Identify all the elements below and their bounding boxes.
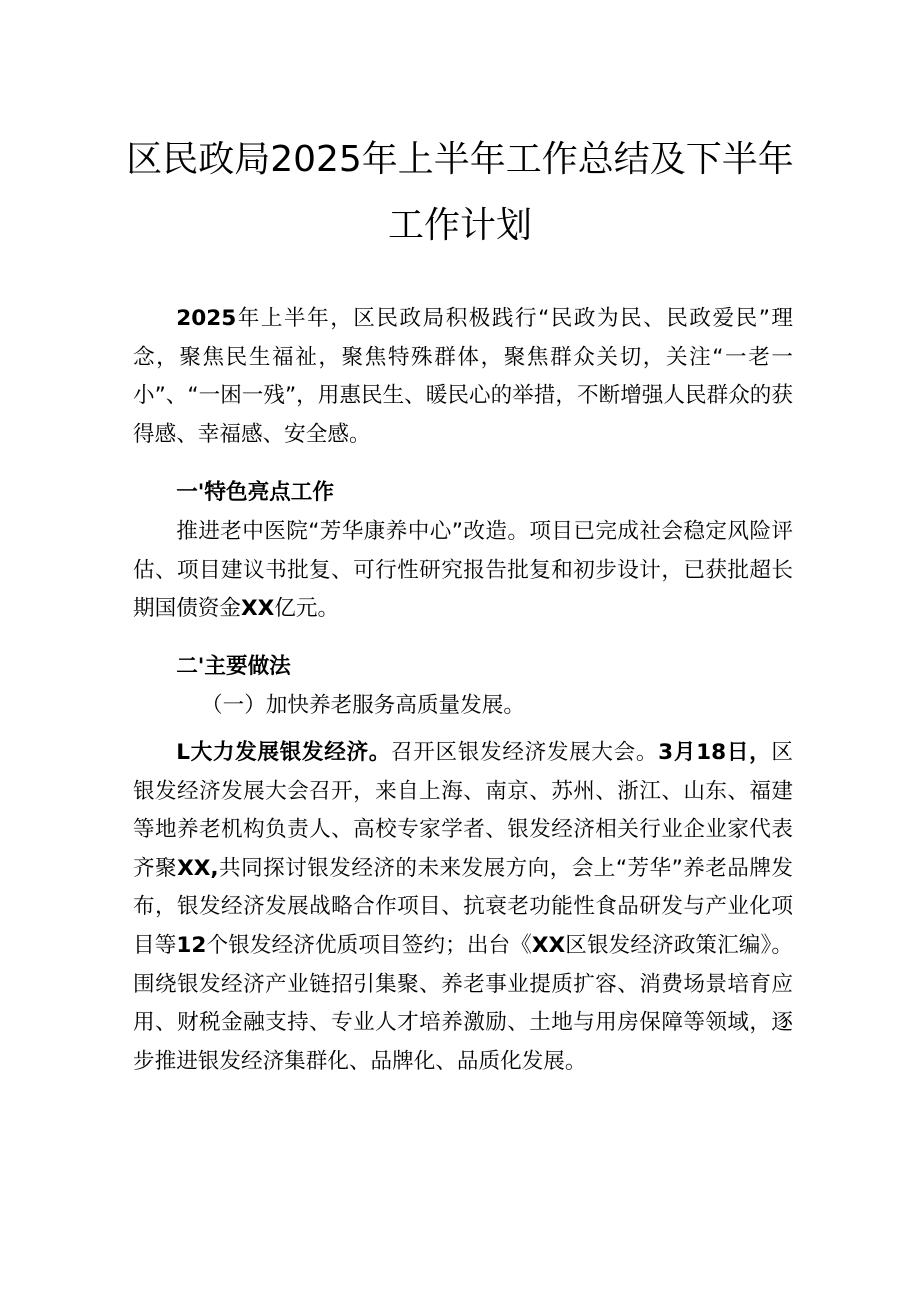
intro-year: 2025: [176, 306, 237, 331]
section-1-paragraph: [133, 513, 793, 629]
silver-economy-date: 3月18日，: [658, 740, 772, 765]
silver-economy-lead: L大力发展银发经济。: [176, 740, 391, 765]
section-1-heading: 一'特色亮点工作: [176, 480, 334, 505]
silver-economy-text-c: 共同探讨银发经济的未来发展方向，会上“芳华”养老品牌发布，银发经济发展战略合作项目、抗衰老功能性食品研发与产业化项目等: [133, 855, 793, 958]
document-title-line-2: 工作计划: [387, 205, 532, 246]
document-title-line-1: 区民政局2025年上半年工作总结及下半年: [126, 139, 794, 180]
intro-text: 年上半年，区民政局积极践行“民政为民、民政爱民”理念，聚焦民生福祉，聚焦特殊群体，聚焦群众关切，关注“一老一小”、“一困一残”，用惠民生、暖民心的举措，不断增强人民群众的获得感、幸福感、安全感。: [133, 306, 793, 447]
silver-economy-paragraph: [133, 734, 793, 1081]
section-1-text-start: 推进老中医院“芳华康养中心”改造。项目已完成社会稳定风险评估、项目建议书批复、可行性研究报告批复和初步设计，已获批超长期国债资金: [133, 519, 793, 622]
section-2-subheading: （一）加快养老服务高质量发展。: [201, 693, 525, 718]
silver-economy-count: 12: [176, 932, 207, 958]
silver-economy-text-d: 个银发经济优质项目签约；出台《: [206, 932, 532, 958]
section-2-heading: 二'主要做法: [176, 654, 291, 679]
intro-paragraph: [133, 300, 793, 454]
section-1-text-end: 亿元。: [274, 596, 340, 622]
silver-economy-text-e: 区银发经济政策汇编》。围绕银发经济产业链招引集聚、养老事业提质扩容、消费场景培育应用、财税金融支持、专业人才培养激励、土地与用房保障等领域，逐步推进银发经济集群化、品牌化、品质化发展。: [133, 932, 793, 1074]
silver-economy-text-b: 区银发经济发展大会召开，来自上海、南京、苏州、浙江、山东、福建等地养老机构负责人、高校专家学者、银发经济相关行业企业家代表齐聚: [133, 740, 793, 881]
section-1-amount: XX: [240, 596, 275, 622]
silver-economy-place: XX,: [177, 855, 219, 881]
silver-economy-text-a: 召开区银发经济发展大会。: [391, 740, 659, 765]
silver-economy-doc-name: XX: [531, 932, 566, 958]
